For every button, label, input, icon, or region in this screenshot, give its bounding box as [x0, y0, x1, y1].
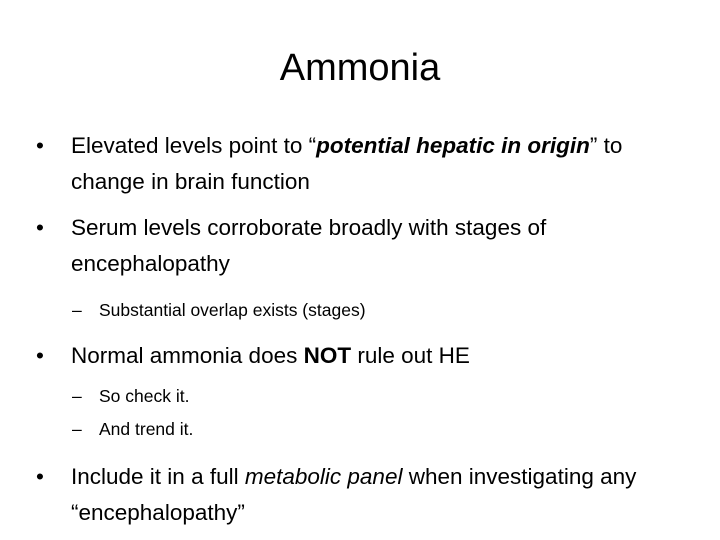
- sub-bullet-text: And trend it.: [99, 419, 194, 439]
- sub-bullet-trend: [36, 415, 686, 443]
- sub-bullet-dash-icon: –: [72, 386, 82, 406]
- sub-bullet-text: Substantial overlap exists (stages): [99, 300, 366, 320]
- bullet-text-part: Elevated levels point to “: [71, 133, 317, 158]
- bullet-dot-icon: •: [36, 343, 44, 368]
- sub-bullet-text: So check it.: [99, 386, 190, 406]
- bullet-text-part: ” to change in brain function: [71, 133, 623, 194]
- slide-title: Ammonia: [279, 47, 441, 89]
- bullet-emphasis-text: potential hepatic in origin: [316, 133, 590, 158]
- bullet-dot-icon: •: [36, 215, 44, 240]
- bullet-dot-icon: •: [36, 133, 44, 158]
- sub-bullet-check: [36, 382, 686, 410]
- sub-bullet-dash-icon: –: [72, 419, 82, 439]
- bullet-strong-text: NOT: [303, 343, 352, 368]
- bullet-italic-text: metabolic panel: [244, 464, 403, 489]
- bullet-text-part: Include it in a full: [71, 464, 245, 489]
- slide-body: [36, 128, 686, 531]
- bullet-dot-icon: •: [36, 464, 44, 489]
- bullet-normal-ammonia: [36, 338, 686, 374]
- bullet-elevated-levels: [36, 128, 686, 200]
- bullet-metabolic-panel: [36, 459, 686, 531]
- bullet-text-part: when investigating any “encephalopathy”: [71, 464, 637, 525]
- bullet-text: Serum levels corroborate broadly with stages of encephalopathy: [71, 215, 547, 276]
- sub-bullet-overlap: [36, 296, 686, 324]
- sub-bullet-dash-icon: –: [72, 300, 82, 320]
- bullet-text-part: Normal ammonia does: [71, 343, 304, 368]
- bullet-text-part: rule out HE: [351, 343, 470, 368]
- bullet-serum-levels: [36, 210, 686, 282]
